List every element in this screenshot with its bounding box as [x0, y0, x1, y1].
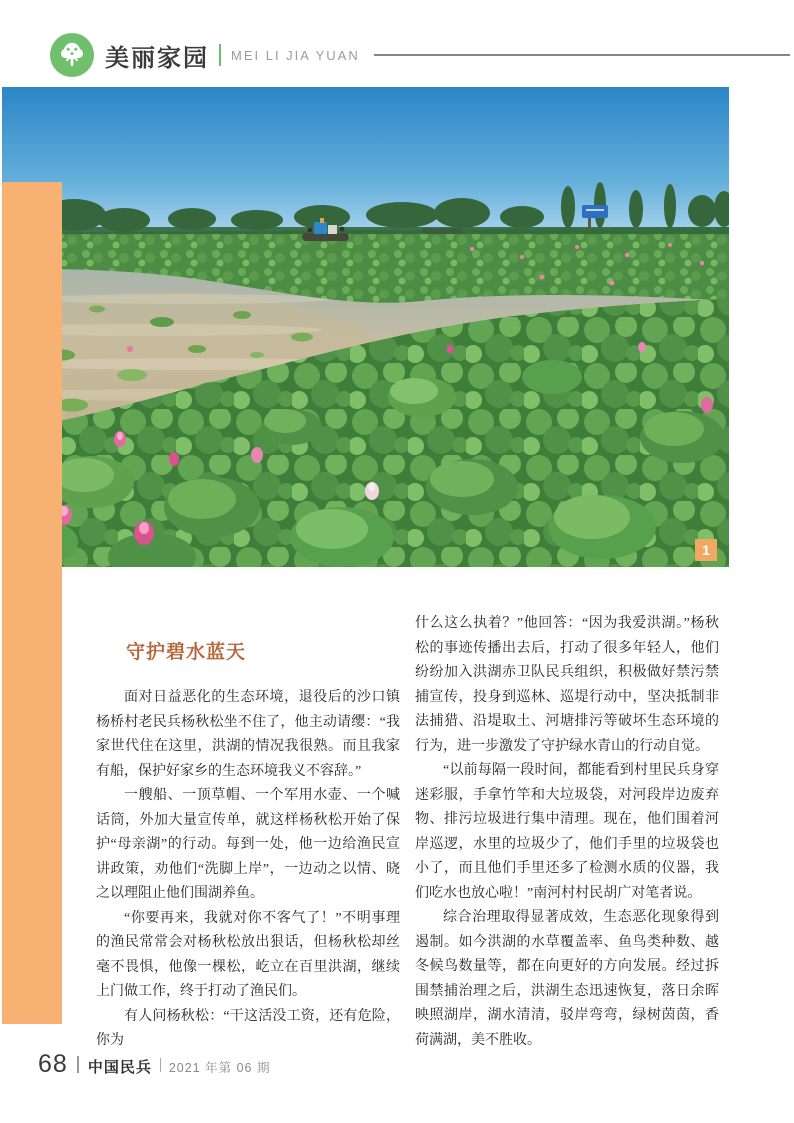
- article-body: [96, 612, 719, 1054]
- paragraph: “你要再来，我就对你不客气了！”不明事理的渔民常常会对杨秋松放出狠话，但杨秋松却丝毫不畏惧，他像一棵松，屹立在百里洪湖，继续上门做工作，终于打动了渔民们。: [96, 910, 400, 999]
- page-header: [50, 33, 790, 77]
- paragraph: 一艘船、一顶草帽、一个军用水壶、一个喊话筒，外加大量宣传单，就这样杨秋松开始了保护“母亲湖”的行动。每到一处，他一边给渔民宣讲政策，劝他们“洗脚上岸”，一边动之以情、晓之以理阻止他们围湖养鱼。: [96, 788, 400, 901]
- paragraph: 什么这么执着？”他回答：“因为我爱洪湖。”杨秋松的事迹传播出去后，打动了很多年轻人，他们纷纷加入洪湖赤卫队民兵组织，积极做好禁污禁捕宣传，投身到巡林、巡堤行动中，坚决抵制非法捕猎、沿堤取土、河塘排污等破坏生态环境的行为，进一步激发了守护绿水青山的行动自觉。: [415, 616, 719, 754]
- issue-info: 2021 年第 06 期: [168, 1061, 271, 1075]
- footer-divider: [77, 1056, 79, 1073]
- paragraph: 面对日益恶化的生态环境，退役后的沙口镇杨桥村老民兵杨秋松坐不住了，他主动请缨：“我家世代住在这里，洪湖的情况我很熟。而且我家有船，保护好家乡的生态环境我义不容辞。”: [96, 690, 400, 779]
- section-logo: [50, 33, 94, 77]
- accent-sidebar: [2, 182, 62, 1024]
- header-divider: [219, 44, 221, 66]
- paragraph: 有人问杨秋松：“干这活没工资，还有危险，你为: [96, 1008, 400, 1048]
- paragraph: 综合治理取得显著成效，生态恶化现象得到遏制。如今洪湖的水草覆盖率、鱼鸟类种数、越冬候鸟数量等，都在向更好的方向发展。经过拆围禁捕治理之后，洪湖生态迅速恢复，落日余晖映照湖岸，湖水清清，驳岸弯弯，绿树茵茵，香荷满湖，美不胜收。: [415, 910, 719, 1048]
- header-rule-line: [374, 54, 790, 56]
- section-title-chinese: 美丽家园: [105, 44, 209, 72]
- tree-icon: [57, 40, 87, 70]
- paragraph: “以前每隔一段时间，都能看到村里民兵身穿迷彩服，手拿竹竿和大垃圾袋，对河段岸边废弃物、排污垃圾进行集中清理。现在，他们围着河岸巡逻，水里的垃圾少了，他们手里的垃圾袋也小了，而且他们手里还多了检测水质的仪器，我们吃水也放心啦！”南河村村民胡广对笔者说。: [415, 763, 719, 901]
- article-column-right: [415, 612, 719, 1054]
- magazine-name: 中国民兵: [87, 1059, 152, 1076]
- section-title-pinyin: MEI LI JIA YUAN: [231, 47, 360, 63]
- article-title: 守护碧水蓝天: [126, 642, 247, 663]
- page-number: 68: [38, 1050, 68, 1078]
- photo-number-badge: 1: [695, 539, 717, 561]
- lotus-lake-photo: [2, 87, 729, 567]
- article-column-left: [96, 612, 400, 1054]
- footer-divider: [160, 1058, 161, 1072]
- page-footer: [38, 1050, 270, 1079]
